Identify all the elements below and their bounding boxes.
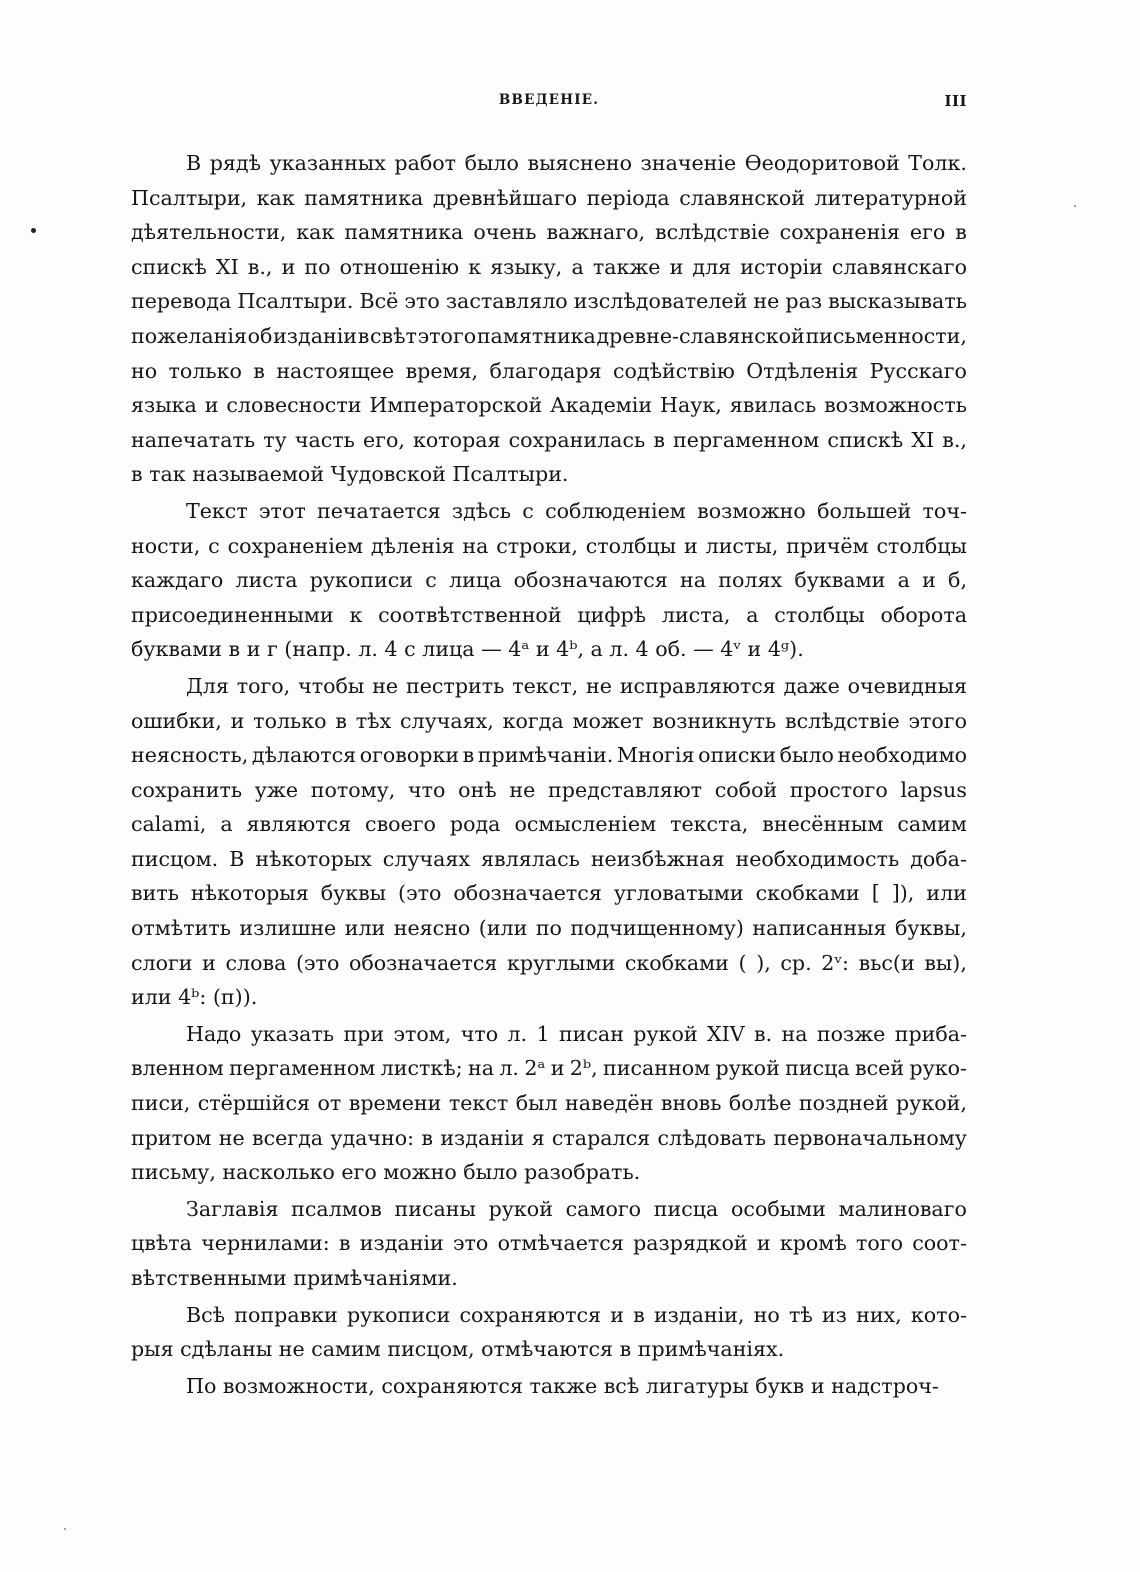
paragraph [131,1017,967,1190]
paragraph [131,494,967,667]
text-line: письму, насколько его можно было разобрать. [131,1160,641,1185]
text-line: рыя сдѣланы не самим писцом, отмѣчаются в примѣчаніях. [131,1337,785,1362]
ink-speck [31,228,36,233]
ink-speck [64,1528,66,1530]
paragraph [131,146,967,492]
text-line: слоги и слова (это обозначается круглыми скобками ( ), ср. 2ᵛ: вьс(и вы), [131,950,967,975]
text-line: Для того, чтобы не пестрить текст, не исправляются даже очевидныя [186,673,967,698]
page-header [131,92,967,122]
text-line: писи, стёршійся от времени текст был наведён вновь болѣе поздней рукой, [131,1091,967,1116]
text-line: цвѣта чернилами: в изданіи это отмѣчается разрядкой и кромѣ того соот- [131,1231,967,1256]
text-line: Псалтыри, как памятника древнѣйшаго періода славянской литературной [131,185,967,210]
text-line: Надо указать при этом, что л. 1 писан рукой XIV в. на позже приба- [186,1021,967,1046]
text-line: вѣтственными примѣчаніями. [131,1266,458,1290]
text-line: По возможности, сохраняются также всѣ лигатуры букв и надстроч- [186,1373,939,1398]
text-line: притом не всегда удачно: в изданіи я старался слѣдовать первоначальному [131,1125,967,1150]
text-line: но только в настоящее время, благодаря содѣйствію Отдѣленія Русскаго [131,358,967,383]
text-line: неясность, дѣлаются оговорки в примѣчаніи. Многія описки было необходимо [131,743,967,768]
text-line: calami, а являются своего рода осмысленіем текста, внесённым самим [131,812,967,837]
text-line: ошибки, и только в тѣх случаях, когда может возникнуть вслѣдствіе этого [131,708,967,733]
text-line: в так называемой Чудовской Псалтыри. [131,462,569,487]
text-line: пожеланія об изданіи в свѣт этого памятника древне-славянской письменности, [131,323,967,348]
text-line: вить нѣкоторыя буквы (это обозначается угловатыми скобками [ ]), или [131,881,967,906]
paragraph [131,669,967,1015]
running-title: ВВЕДЕНІЕ. [498,92,600,108]
text-line: или 4ᵇ: (п)). [131,985,258,1010]
text-line: отмѣтить излишне или неясно (или по подчищенному) написанныя буквы, [131,916,967,941]
page-number: III [944,92,967,110]
text-line: Всѣ поправки рукописи сохраняются и в изданіи, но тѣ из них, кото- [186,1302,967,1327]
text-line: дѣятельности, как памятника очень важнаго, вслѣдствіе сохраненія его в [131,220,967,245]
paragraph [131,1369,967,1404]
text-line: Заглавія псалмов писаны рукой самого писца особыми малиноваго [186,1196,967,1221]
text-line: спискѣ XI в., и по отношенію к языку, а также и для исторіи славянскаго [131,254,967,279]
text-line: ности, с сохраненіем дѣленія на строки, столбцы и листы, причём столбцы [131,533,967,558]
text-line: буквами в и г (напр. л. 4 с лица — 4ᵃ и 4ᵇ, а л. 4 об. — 4ᵛ и 4ᵍ). [131,637,804,662]
text-line: писцом. В нѣкоторых случаях являлась неизбѣжная необходимость доба- [131,846,967,871]
text-line: присоединенными к соотвѣтственной цифрѣ листа, а столбцы оборота [131,602,967,627]
text-line: вленном пергаменном листкѣ; на л. 2ᵃ и 2ᵇ, писанном рукой писца всей руко- [131,1056,967,1081]
text-line: сохранить уже потому, что онѣ не представляют собой простого lapsus [131,777,967,802]
text-line: каждаго листа рукописи с лица обозначаются на полях буквами а и б, [131,568,967,593]
text-line: напечатать ту часть его, которая сохранилась в пергаменном спискѣ XI в., [131,427,967,452]
text-line: В рядѣ указанных работ было выяснено значеніе Ѳеодоритовой Толк. [186,151,967,175]
ink-speck [1074,205,1076,207]
text-line: Текст этот печатается здѣсь с соблюденіем возможно большей точ- [186,498,967,523]
text-line: языка и словесности Императорской Академіи Наук, явилась возможность [131,393,967,418]
paragraph [131,1192,967,1296]
body-text [131,146,967,1405]
text-line: перевода Псалтыри. Всё это заставляло изслѣдователей не раз высказывать [131,289,967,314]
paragraph [131,1298,967,1367]
